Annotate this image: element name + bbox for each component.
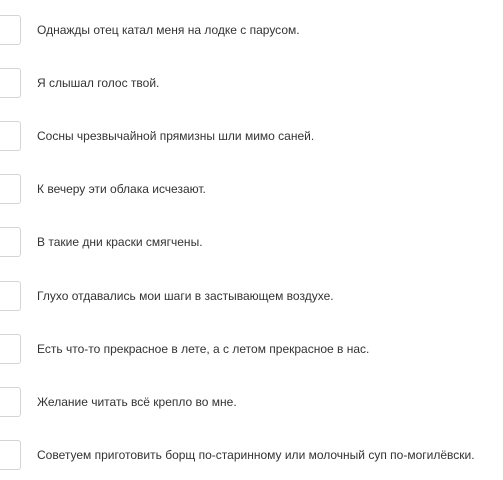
list-item [0, 281, 503, 311]
list-item [0, 440, 503, 470]
answer-input[interactable] [0, 334, 21, 364]
list-item [0, 121, 503, 151]
answer-input[interactable] [0, 281, 21, 311]
sentence-text: Есть что-то прекрасное в лете, а с летом прекрасное в нас. [37, 342, 370, 356]
list-item [0, 387, 503, 417]
answer-input[interactable] [0, 174, 21, 204]
list-item [0, 334, 503, 364]
answer-input[interactable] [0, 227, 21, 257]
sentence-text: Глухо отдавались мои шаги в застывающем воздухе. [37, 289, 334, 303]
answer-input[interactable] [0, 68, 21, 98]
sentence-text: Желание читать всё крепло во мне. [37, 395, 237, 409]
list-item [0, 68, 503, 98]
answer-input[interactable] [0, 15, 21, 45]
answer-input[interactable] [0, 121, 21, 151]
sentence-text: Однажды отец катал меня на лодке с парусом. [37, 23, 300, 37]
sentence-text: Советуем приготовить борщ по-старинному или молочный суп по-могилёвски. [37, 448, 475, 462]
sentence-text: В такие дни краски смягчены. [37, 235, 203, 249]
list-item [0, 227, 503, 257]
sentence-text: К вечеру эти облака исчезают. [37, 182, 206, 196]
sentence-text: Сосны чрезвычайной прямизны шли мимо саней. [37, 129, 315, 143]
list-item [0, 174, 503, 204]
answer-input[interactable] [0, 440, 21, 470]
answer-input[interactable] [0, 387, 21, 417]
sentence-text: Я слышал голос твой. [37, 76, 160, 90]
list-item [0, 15, 503, 45]
